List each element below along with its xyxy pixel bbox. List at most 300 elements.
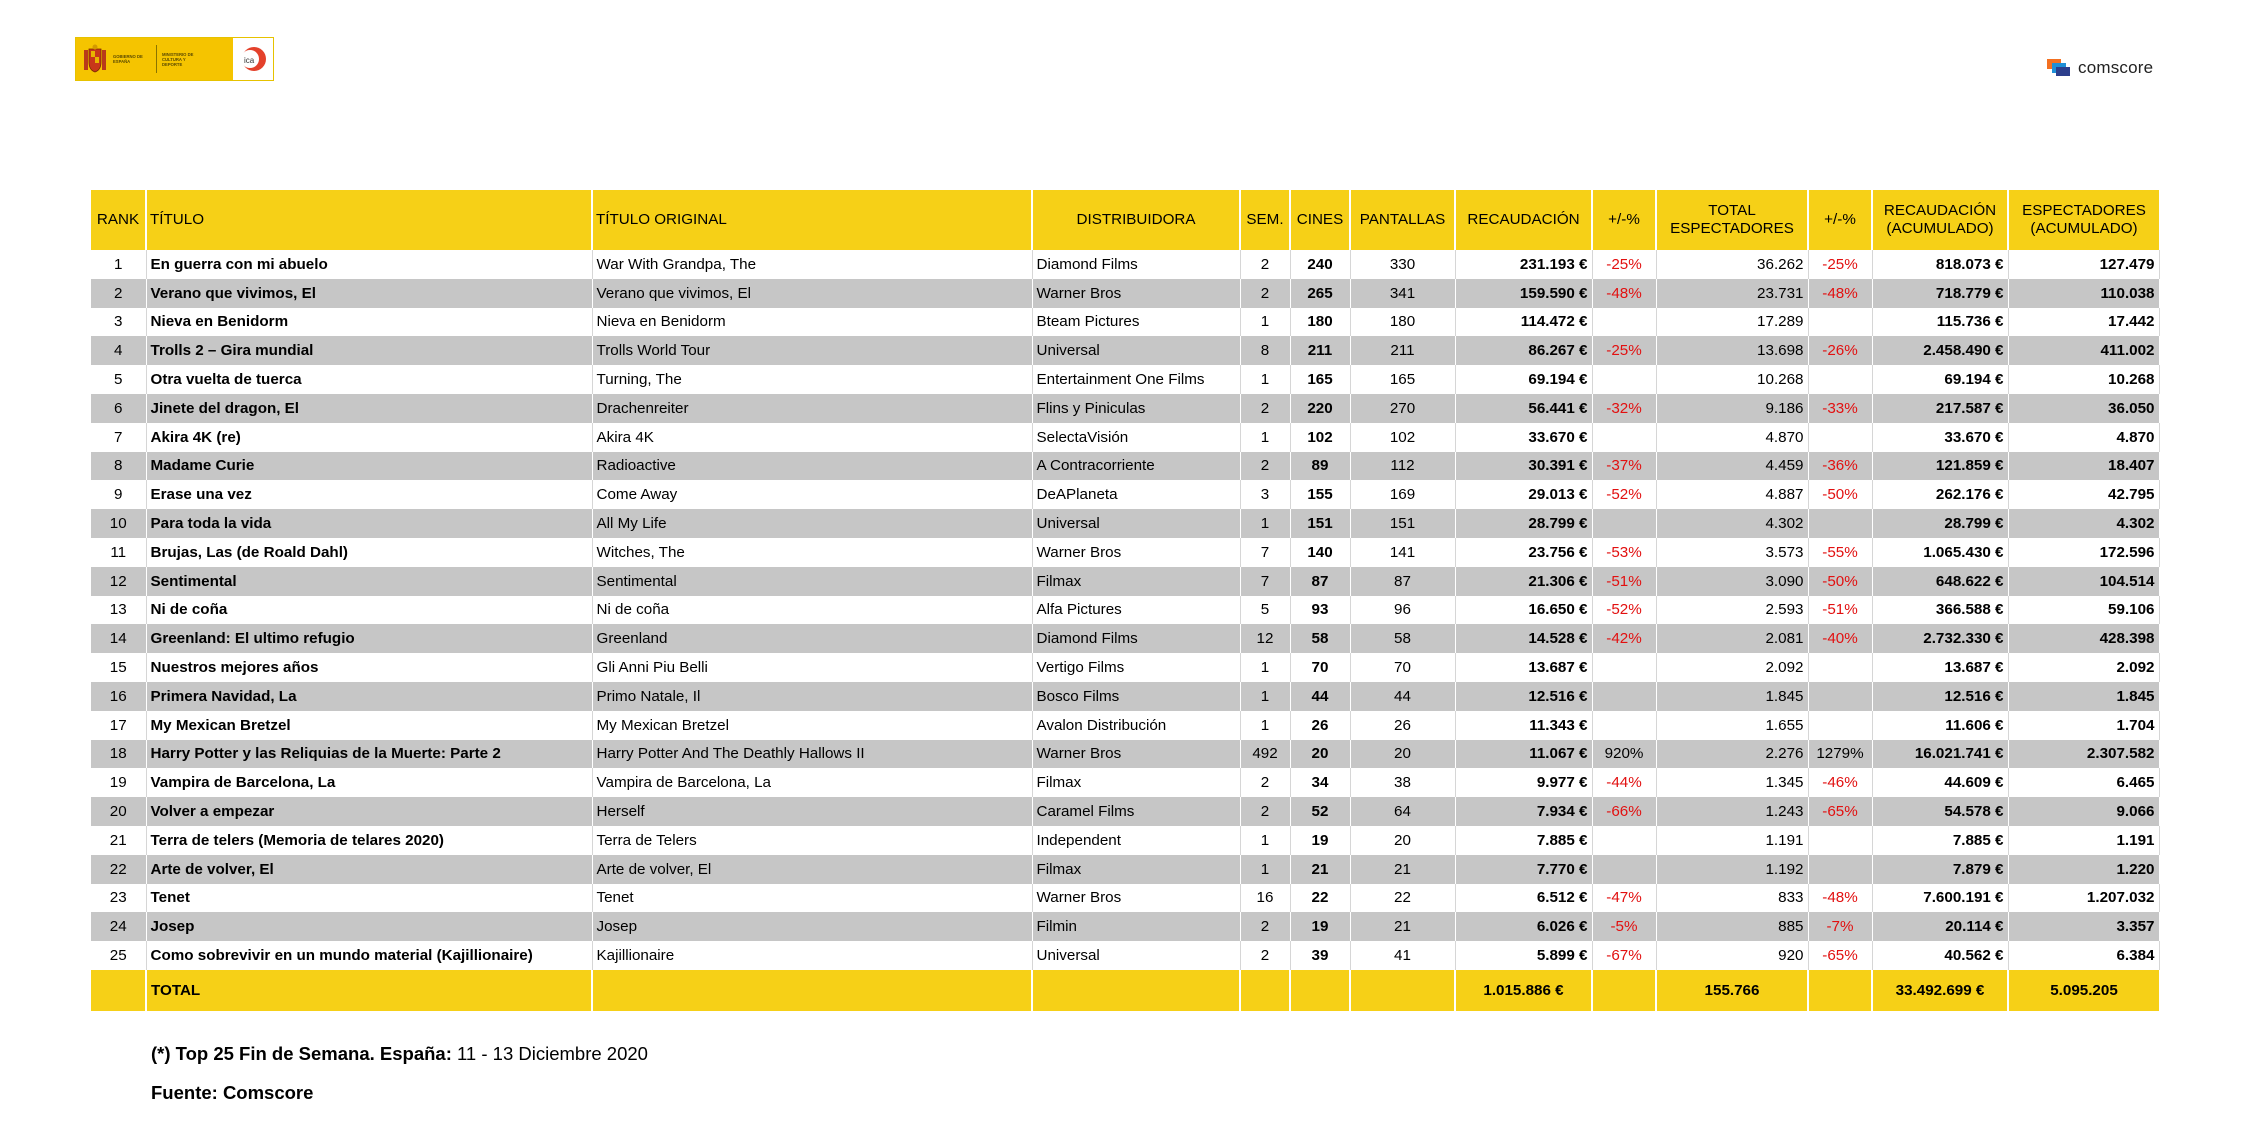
semanas-cell: 7 bbox=[1240, 567, 1290, 596]
distribuidora-cell: Filmax bbox=[1032, 855, 1240, 884]
variacion-espectadores-cell: -48% bbox=[1808, 279, 1872, 308]
distribuidora-cell: A Contracorriente bbox=[1032, 452, 1240, 481]
recaudacion-cell: 114.472 € bbox=[1455, 308, 1592, 337]
espectadores-acumulado-cell: 59.106 bbox=[2008, 596, 2159, 625]
table-row bbox=[91, 365, 2159, 394]
header-cines: CINES bbox=[1290, 190, 1350, 250]
semanas-cell: 12 bbox=[1240, 624, 1290, 653]
header-semanas: SEM. bbox=[1240, 190, 1290, 250]
table-row bbox=[91, 509, 2159, 538]
espectadores-cell: 2.276 bbox=[1656, 740, 1808, 769]
titulo-original-cell: Nieva en Benidorm bbox=[592, 308, 1032, 337]
distribuidora-cell: Warner Bros bbox=[1032, 279, 1240, 308]
recaudacion-cell: 28.799 € bbox=[1455, 509, 1592, 538]
total-row bbox=[91, 970, 2159, 1011]
variacion-recaudacion-cell bbox=[1592, 423, 1656, 452]
pantallas-cell: 64 bbox=[1350, 797, 1455, 826]
distribuidora-cell: Vertigo Films bbox=[1032, 653, 1240, 682]
espectadores-acumulado-cell: 6.384 bbox=[2008, 941, 2159, 970]
variacion-recaudacion-cell bbox=[1592, 682, 1656, 711]
recaudacion-acumulado-cell: 7.879 € bbox=[1872, 855, 2008, 884]
pantallas-cell: 41 bbox=[1350, 941, 1455, 970]
semanas-cell: 2 bbox=[1240, 279, 1290, 308]
recaudacion-cell: 12.516 € bbox=[1455, 682, 1592, 711]
rank-cell: 21 bbox=[91, 826, 146, 855]
espectadores-cell: 2.092 bbox=[1656, 653, 1808, 682]
titulo-original-cell: Witches, The bbox=[592, 538, 1032, 567]
titulo-original-cell: Vampira de Barcelona, La bbox=[592, 768, 1032, 797]
espectadores-acumulado-cell: 4.870 bbox=[2008, 423, 2159, 452]
titulo-original-cell: Come Away bbox=[592, 480, 1032, 509]
cines-cell: 44 bbox=[1290, 682, 1350, 711]
espectadores-cell: 1.243 bbox=[1656, 797, 1808, 826]
recaudacion-cell: 7.934 € bbox=[1455, 797, 1592, 826]
cines-cell: 19 bbox=[1290, 912, 1350, 941]
cines-cell: 70 bbox=[1290, 653, 1350, 682]
pantallas-cell: 44 bbox=[1350, 682, 1455, 711]
total-empty-cell bbox=[1592, 970, 1656, 1011]
variacion-recaudacion-cell bbox=[1592, 855, 1656, 884]
variacion-espectadores-cell: -50% bbox=[1808, 567, 1872, 596]
header-recaudacion: RECAUDACIÓN bbox=[1455, 190, 1592, 250]
titulo-original-cell: Radioactive bbox=[592, 452, 1032, 481]
table-body bbox=[91, 250, 2159, 1011]
distribuidora-cell: Avalon Distribución bbox=[1032, 711, 1240, 740]
pantallas-cell: 180 bbox=[1350, 308, 1455, 337]
variacion-recaudacion-cell: -51% bbox=[1592, 567, 1656, 596]
table-row bbox=[91, 768, 2159, 797]
recaudacion-cell: 7.770 € bbox=[1455, 855, 1592, 884]
variacion-recaudacion-cell: -37% bbox=[1592, 452, 1656, 481]
variacion-espectadores-cell bbox=[1808, 711, 1872, 740]
table-row bbox=[91, 682, 2159, 711]
titulo-cell: Primera Navidad, La bbox=[146, 682, 592, 711]
table-row bbox=[91, 826, 2159, 855]
espectadores-acumulado-cell: 1.704 bbox=[2008, 711, 2159, 740]
recaudacion-cell: 16.650 € bbox=[1455, 596, 1592, 625]
espectadores-acumulado-cell: 10.268 bbox=[2008, 365, 2159, 394]
semanas-cell: 2 bbox=[1240, 797, 1290, 826]
titulo-cell: Nieva en Benidorm bbox=[146, 308, 592, 337]
espectadores-cell: 4.870 bbox=[1656, 423, 1808, 452]
ministerio-logo bbox=[75, 37, 274, 81]
pantallas-cell: 38 bbox=[1350, 768, 1455, 797]
espectadores-acumulado-cell: 428.398 bbox=[2008, 624, 2159, 653]
variacion-espectadores-cell: 1279% bbox=[1808, 740, 1872, 769]
table-row bbox=[91, 452, 2159, 481]
header-recaudacion-acumulado: RECAUDACIÓN (ACUMULADO) bbox=[1872, 190, 2008, 250]
titulo-cell: Brujas, Las (de Roald Dahl) bbox=[146, 538, 592, 567]
distribuidora-cell: DeAPlaneta bbox=[1032, 480, 1240, 509]
cines-cell: 140 bbox=[1290, 538, 1350, 567]
distribuidora-cell: Entertainment One Films bbox=[1032, 365, 1240, 394]
cines-cell: 240 bbox=[1290, 250, 1350, 279]
table-row bbox=[91, 596, 2159, 625]
semanas-cell: 2 bbox=[1240, 768, 1290, 797]
espectadores-acumulado-cell: 2.307.582 bbox=[2008, 740, 2159, 769]
recaudacion-cell: 14.528 € bbox=[1455, 624, 1592, 653]
recaudacion-cell: 23.756 € bbox=[1455, 538, 1592, 567]
cines-cell: 34 bbox=[1290, 768, 1350, 797]
titulo-cell: Arte de volver, El bbox=[146, 855, 592, 884]
pantallas-cell: 26 bbox=[1350, 711, 1455, 740]
titulo-original-cell: Herself bbox=[592, 797, 1032, 826]
distribuidora-cell: Filmax bbox=[1032, 768, 1240, 797]
semanas-cell: 1 bbox=[1240, 308, 1290, 337]
recaudacion-acumulado-cell: 69.194 € bbox=[1872, 365, 2008, 394]
semanas-cell: 16 bbox=[1240, 884, 1290, 913]
titulo-cell: Tenet bbox=[146, 884, 592, 913]
rank-cell: 8 bbox=[91, 452, 146, 481]
pantallas-cell: 87 bbox=[1350, 567, 1455, 596]
espectadores-acumulado-cell: 1.845 bbox=[2008, 682, 2159, 711]
titulo-original-cell: War With Grandpa, The bbox=[592, 250, 1032, 279]
cines-cell: 165 bbox=[1290, 365, 1350, 394]
variacion-espectadores-cell: -33% bbox=[1808, 394, 1872, 423]
total-rank-cell bbox=[91, 970, 146, 1011]
titulo-original-cell: Turning, The bbox=[592, 365, 1032, 394]
footnote-label: (*) Top 25 Fin de Semana. España: bbox=[151, 1043, 452, 1064]
recaudacion-acumulado-cell: 648.622 € bbox=[1872, 567, 2008, 596]
pantallas-cell: 141 bbox=[1350, 538, 1455, 567]
variacion-recaudacion-cell: -52% bbox=[1592, 480, 1656, 509]
titulo-cell: Sentimental bbox=[146, 567, 592, 596]
titulo-original-cell: Ni de coña bbox=[592, 596, 1032, 625]
variacion-recaudacion-cell bbox=[1592, 365, 1656, 394]
titulo-original-cell: Tenet bbox=[592, 884, 1032, 913]
table-row bbox=[91, 855, 2159, 884]
variacion-espectadores-cell bbox=[1808, 365, 1872, 394]
total-espectadores: 155.766 bbox=[1656, 970, 1808, 1011]
semanas-cell: 1 bbox=[1240, 365, 1290, 394]
espectadores-acumulado-cell: 18.407 bbox=[2008, 452, 2159, 481]
distribuidora-cell: Filmax bbox=[1032, 567, 1240, 596]
pantallas-cell: 58 bbox=[1350, 624, 1455, 653]
espectadores-acumulado-cell: 1.191 bbox=[2008, 826, 2159, 855]
pantallas-cell: 151 bbox=[1350, 509, 1455, 538]
recaudacion-acumulado-cell: 121.859 € bbox=[1872, 452, 2008, 481]
recaudacion-cell: 13.687 € bbox=[1455, 653, 1592, 682]
cines-cell: 89 bbox=[1290, 452, 1350, 481]
titulo-original-cell: Kajillionaire bbox=[592, 941, 1032, 970]
cines-cell: 180 bbox=[1290, 308, 1350, 337]
header-variacion-espectadores: +/-% bbox=[1808, 190, 1872, 250]
variacion-espectadores-cell: -50% bbox=[1808, 480, 1872, 509]
variacion-recaudacion-cell: -67% bbox=[1592, 941, 1656, 970]
header-titulo: TÍTULO bbox=[146, 190, 592, 250]
espectadores-cell: 1.345 bbox=[1656, 768, 1808, 797]
espectadores-cell: 23.731 bbox=[1656, 279, 1808, 308]
titulo-cell: Trolls 2 – Gira mundial bbox=[146, 336, 592, 365]
distribuidora-cell: Bteam Pictures bbox=[1032, 308, 1240, 337]
cines-cell: 21 bbox=[1290, 855, 1350, 884]
variacion-espectadores-cell bbox=[1808, 509, 1872, 538]
header-rank: RANK bbox=[91, 190, 146, 250]
rank-cell: 5 bbox=[91, 365, 146, 394]
total-empty-cell bbox=[1350, 970, 1455, 1011]
distribuidora-cell: Diamond Films bbox=[1032, 250, 1240, 279]
comscore-icon bbox=[2047, 59, 2073, 77]
semanas-cell: 1 bbox=[1240, 653, 1290, 682]
recaudacion-cell: 5.899 € bbox=[1455, 941, 1592, 970]
titulo-original-cell: Drachenreiter bbox=[592, 394, 1032, 423]
cines-cell: 155 bbox=[1290, 480, 1350, 509]
coat-of-arms-icon bbox=[82, 44, 108, 74]
recaudacion-acumulado-cell: 20.114 € bbox=[1872, 912, 2008, 941]
variacion-espectadores-cell: -51% bbox=[1808, 596, 1872, 625]
variacion-recaudacion-cell: -66% bbox=[1592, 797, 1656, 826]
recaudacion-acumulado-cell: 2.458.490 € bbox=[1872, 336, 2008, 365]
rank-cell: 2 bbox=[91, 279, 146, 308]
distribuidora-cell: Warner Bros bbox=[1032, 884, 1240, 913]
rank-cell: 13 bbox=[91, 596, 146, 625]
titulo-original-cell: Arte de volver, El bbox=[592, 855, 1032, 884]
variacion-recaudacion-cell bbox=[1592, 509, 1656, 538]
recaudacion-acumulado-cell: 7.885 € bbox=[1872, 826, 2008, 855]
espectadores-acumulado-cell: 17.442 bbox=[2008, 308, 2159, 337]
variacion-espectadores-cell: -7% bbox=[1808, 912, 1872, 941]
variacion-recaudacion-cell: -52% bbox=[1592, 596, 1656, 625]
titulo-cell: Volver a empezar bbox=[146, 797, 592, 826]
espectadores-acumulado-cell: 104.514 bbox=[2008, 567, 2159, 596]
titulo-original-cell: Terra de Telers bbox=[592, 826, 1032, 855]
total-empty-cell bbox=[1032, 970, 1240, 1011]
distribuidora-cell: Alfa Pictures bbox=[1032, 596, 1240, 625]
titulo-original-cell: Gli Anni Piu Belli bbox=[592, 653, 1032, 682]
rank-cell: 24 bbox=[91, 912, 146, 941]
distribuidora-cell: SelectaVisión bbox=[1032, 423, 1240, 452]
espectadores-acumulado-cell: 172.596 bbox=[2008, 538, 2159, 567]
variacion-recaudacion-cell: -53% bbox=[1592, 538, 1656, 567]
cines-cell: 58 bbox=[1290, 624, 1350, 653]
espectadores-cell: 13.698 bbox=[1656, 336, 1808, 365]
cines-cell: 151 bbox=[1290, 509, 1350, 538]
variacion-espectadores-cell: -46% bbox=[1808, 768, 1872, 797]
recaudacion-acumulado-cell: 40.562 € bbox=[1872, 941, 2008, 970]
distribuidora-cell: Filmin bbox=[1032, 912, 1240, 941]
rank-cell: 14 bbox=[91, 624, 146, 653]
rank-cell: 25 bbox=[91, 941, 146, 970]
recaudacion-cell: 6.512 € bbox=[1455, 884, 1592, 913]
pantallas-cell: 21 bbox=[1350, 912, 1455, 941]
pantallas-cell: 20 bbox=[1350, 826, 1455, 855]
semanas-cell: 1 bbox=[1240, 826, 1290, 855]
recaudacion-acumulado-cell: 12.516 € bbox=[1872, 682, 2008, 711]
rank-cell: 7 bbox=[91, 423, 146, 452]
variacion-espectadores-cell bbox=[1808, 855, 1872, 884]
recaudacion-acumulado-cell: 718.779 € bbox=[1872, 279, 2008, 308]
espectadores-cell: 1.655 bbox=[1656, 711, 1808, 740]
distribuidora-cell: Diamond Films bbox=[1032, 624, 1240, 653]
gobierno-label: GOBIERNO DE ESPAÑA bbox=[113, 54, 143, 64]
variacion-espectadores-cell: -36% bbox=[1808, 452, 1872, 481]
semanas-cell: 2 bbox=[1240, 250, 1290, 279]
titulo-cell: Vampira de Barcelona, La bbox=[146, 768, 592, 797]
cines-cell: 22 bbox=[1290, 884, 1350, 913]
espectadores-cell: 1.192 bbox=[1656, 855, 1808, 884]
titulo-cell: Josep bbox=[146, 912, 592, 941]
pantallas-cell: 169 bbox=[1350, 480, 1455, 509]
espectadores-cell: 2.081 bbox=[1656, 624, 1808, 653]
distribuidora-cell: Universal bbox=[1032, 509, 1240, 538]
semanas-cell: 7 bbox=[1240, 538, 1290, 567]
table-row bbox=[91, 336, 2159, 365]
recaudacion-acumulado-cell: 13.687 € bbox=[1872, 653, 2008, 682]
espectadores-cell: 4.459 bbox=[1656, 452, 1808, 481]
titulo-cell: Harry Potter y las Reliquias de la Muerte: Parte 2 bbox=[146, 740, 592, 769]
cines-cell: 20 bbox=[1290, 740, 1350, 769]
titulo-cell: Otra vuelta de tuerca bbox=[146, 365, 592, 394]
cines-cell: 19 bbox=[1290, 826, 1350, 855]
espectadores-acumulado-cell: 36.050 bbox=[2008, 394, 2159, 423]
pantallas-cell: 22 bbox=[1350, 884, 1455, 913]
espectadores-acumulado-cell: 411.002 bbox=[2008, 336, 2159, 365]
header-pantallas: PANTALLAS bbox=[1350, 190, 1455, 250]
recaudacion-cell: 7.885 € bbox=[1455, 826, 1592, 855]
rank-cell: 23 bbox=[91, 884, 146, 913]
recaudacion-acumulado-cell: 1.065.430 € bbox=[1872, 538, 2008, 567]
titulo-cell: Terra de telers (Memoria de telares 2020) bbox=[146, 826, 592, 855]
gobierno-espana-banner bbox=[76, 38, 233, 80]
total-empty-cell bbox=[592, 970, 1032, 1011]
recaudacion-cell: 69.194 € bbox=[1455, 365, 1592, 394]
footnote bbox=[151, 1043, 648, 1065]
variacion-recaudacion-cell bbox=[1592, 826, 1656, 855]
recaudacion-cell: 30.391 € bbox=[1455, 452, 1592, 481]
recaudacion-cell: 11.343 € bbox=[1455, 711, 1592, 740]
espectadores-cell: 833 bbox=[1656, 884, 1808, 913]
espectadores-acumulado-cell: 42.795 bbox=[2008, 480, 2159, 509]
variacion-espectadores-cell: -25% bbox=[1808, 250, 1872, 279]
semanas-cell: 2 bbox=[1240, 452, 1290, 481]
rank-cell: 16 bbox=[91, 682, 146, 711]
variacion-recaudacion-cell: -42% bbox=[1592, 624, 1656, 653]
variacion-espectadores-cell bbox=[1808, 308, 1872, 337]
titulo-original-cell: Akira 4K bbox=[592, 423, 1032, 452]
pantallas-cell: 21 bbox=[1350, 855, 1455, 884]
table-row bbox=[91, 480, 2159, 509]
header-total-espectadores: TOTAL ESPECTADORES bbox=[1656, 190, 1808, 250]
table-row bbox=[91, 653, 2159, 682]
cines-cell: 52 bbox=[1290, 797, 1350, 826]
semanas-cell: 492 bbox=[1240, 740, 1290, 769]
variacion-recaudacion-cell: 920% bbox=[1592, 740, 1656, 769]
espectadores-cell: 36.262 bbox=[1656, 250, 1808, 279]
espectadores-cell: 3.090 bbox=[1656, 567, 1808, 596]
total-empty-cell bbox=[1240, 970, 1290, 1011]
titulo-cell: Como sobrevivir en un mundo material (Kajillionaire) bbox=[146, 941, 592, 970]
recaudacion-acumulado-cell: 54.578 € bbox=[1872, 797, 2008, 826]
titulo-original-cell: Harry Potter And The Deathly Hallows II bbox=[592, 740, 1032, 769]
rank-cell: 10 bbox=[91, 509, 146, 538]
rank-cell: 17 bbox=[91, 711, 146, 740]
rank-cell: 18 bbox=[91, 740, 146, 769]
espectadores-cell: 920 bbox=[1656, 941, 1808, 970]
table-row bbox=[91, 567, 2159, 596]
pantallas-cell: 270 bbox=[1350, 394, 1455, 423]
total-empty-cell bbox=[1808, 970, 1872, 1011]
rank-cell: 12 bbox=[91, 567, 146, 596]
espectadores-acumulado-cell: 2.092 bbox=[2008, 653, 2159, 682]
cines-cell: 93 bbox=[1290, 596, 1350, 625]
rank-cell: 11 bbox=[91, 538, 146, 567]
semanas-cell: 2 bbox=[1240, 912, 1290, 941]
variacion-espectadores-cell: -48% bbox=[1808, 884, 1872, 913]
rank-cell: 9 bbox=[91, 480, 146, 509]
titulo-original-cell: My Mexican Bretzel bbox=[592, 711, 1032, 740]
recaudacion-cell: 86.267 € bbox=[1455, 336, 1592, 365]
variacion-espectadores-cell: -55% bbox=[1808, 538, 1872, 567]
recaudacion-acumulado-cell: 818.073 € bbox=[1872, 250, 2008, 279]
titulo-cell: Jinete del dragon, El bbox=[146, 394, 592, 423]
table-row bbox=[91, 423, 2159, 452]
recaudacion-acumulado-cell: 366.588 € bbox=[1872, 596, 2008, 625]
espectadores-cell: 1.191 bbox=[1656, 826, 1808, 855]
espectadores-acumulado-cell: 9.066 bbox=[2008, 797, 2159, 826]
cines-cell: 211 bbox=[1290, 336, 1350, 365]
variacion-recaudacion-cell bbox=[1592, 653, 1656, 682]
titulo-original-cell: Greenland bbox=[592, 624, 1032, 653]
titulo-original-cell: All My Life bbox=[592, 509, 1032, 538]
recaudacion-acumulado-cell: 217.587 € bbox=[1872, 394, 2008, 423]
recaudacion-acumulado-cell: 33.670 € bbox=[1872, 423, 2008, 452]
espectadores-acumulado-cell: 127.479 bbox=[2008, 250, 2159, 279]
espectadores-acumulado-cell: 1.207.032 bbox=[2008, 884, 2159, 913]
footnote-dates: 11 - 13 Diciembre 2020 bbox=[457, 1043, 648, 1064]
titulo-cell: Para toda la vida bbox=[146, 509, 592, 538]
semanas-cell: 1 bbox=[1240, 509, 1290, 538]
variacion-recaudacion-cell bbox=[1592, 308, 1656, 337]
recaudacion-acumulado-cell: 11.606 € bbox=[1872, 711, 2008, 740]
svg-text:ica: ica bbox=[244, 56, 255, 65]
rank-cell: 4 bbox=[91, 336, 146, 365]
semanas-cell: 1 bbox=[1240, 711, 1290, 740]
espectadores-cell: 1.845 bbox=[1656, 682, 1808, 711]
titulo-original-cell: Josep bbox=[592, 912, 1032, 941]
comscore-wordmark: comscore bbox=[2078, 58, 2154, 77]
espectadores-cell: 885 bbox=[1656, 912, 1808, 941]
variacion-recaudacion-cell: -44% bbox=[1592, 768, 1656, 797]
variacion-recaudacion-cell: -25% bbox=[1592, 250, 1656, 279]
recaudacion-acumulado-cell: 2.732.330 € bbox=[1872, 624, 2008, 653]
source-line: Fuente: Comscore bbox=[151, 1082, 314, 1103]
semanas-cell: 2 bbox=[1240, 941, 1290, 970]
cines-cell: 39 bbox=[1290, 941, 1350, 970]
table-header-row bbox=[91, 190, 2159, 250]
total-label: TOTAL bbox=[146, 970, 592, 1011]
pantallas-cell: 112 bbox=[1350, 452, 1455, 481]
semanas-cell: 3 bbox=[1240, 480, 1290, 509]
pantallas-cell: 96 bbox=[1350, 596, 1455, 625]
header-distribuidora: DISTRIBUIDORA bbox=[1032, 190, 1240, 250]
espectadores-acumulado-cell: 1.220 bbox=[2008, 855, 2159, 884]
espectadores-cell: 9.186 bbox=[1656, 394, 1808, 423]
table-row bbox=[91, 394, 2159, 423]
rank-cell: 15 bbox=[91, 653, 146, 682]
variacion-espectadores-cell: -65% bbox=[1808, 941, 1872, 970]
titulo-original-cell: Verano que vivimos, El bbox=[592, 279, 1032, 308]
pantallas-cell: 102 bbox=[1350, 423, 1455, 452]
recaudacion-cell: 159.590 € bbox=[1455, 279, 1592, 308]
ica-logo bbox=[233, 38, 273, 80]
rank-cell: 6 bbox=[91, 394, 146, 423]
espectadores-cell: 3.573 bbox=[1656, 538, 1808, 567]
distribuidora-cell: Warner Bros bbox=[1032, 740, 1240, 769]
recaudacion-cell: 21.306 € bbox=[1455, 567, 1592, 596]
titulo-cell: Erase una vez bbox=[146, 480, 592, 509]
variacion-espectadores-cell bbox=[1808, 423, 1872, 452]
espectadores-cell: 2.593 bbox=[1656, 596, 1808, 625]
